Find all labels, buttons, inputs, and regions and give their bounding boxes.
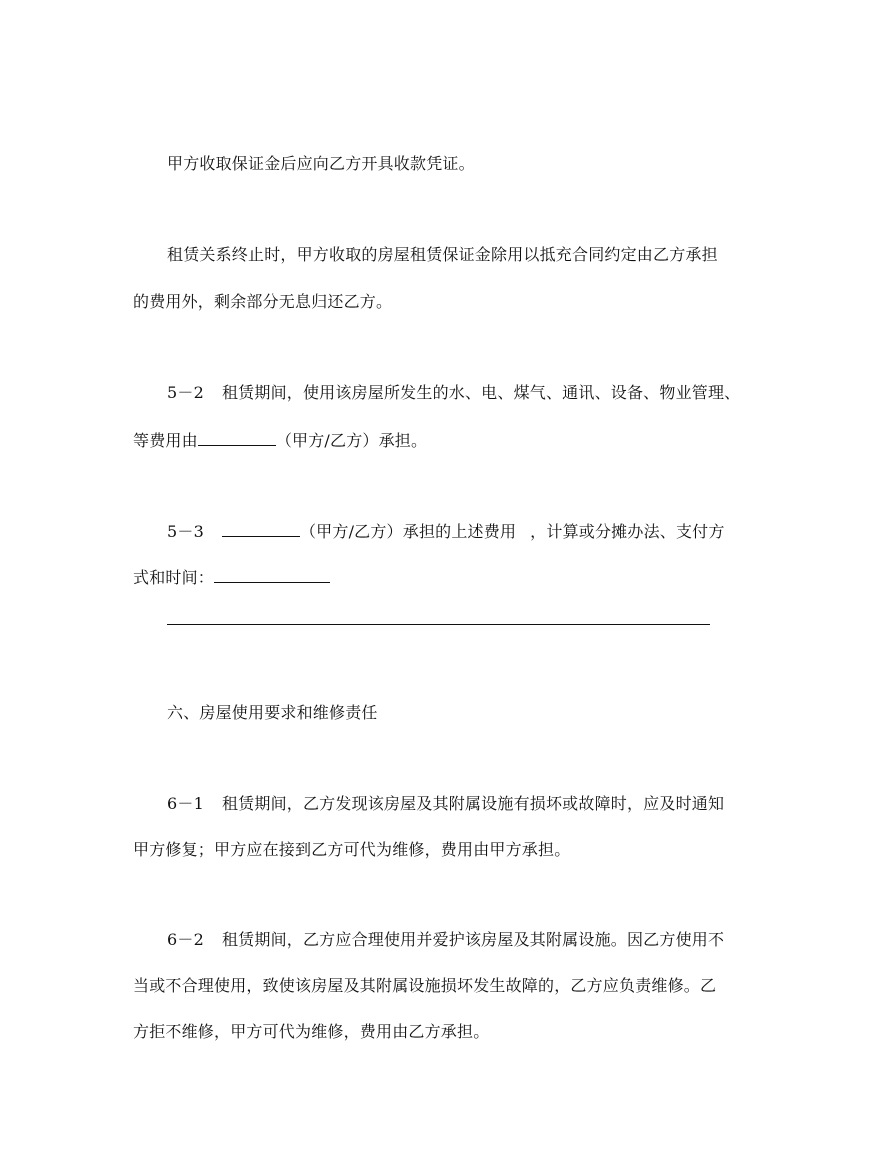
clause-text: 方拒不维修，甲方可代为维修，费用由乙方承担。 bbox=[133, 1022, 490, 1041]
clause-5-2-line-1 bbox=[167, 383, 740, 403]
clause-text: 式和时间： bbox=[133, 568, 215, 587]
paragraph-deposit-line-1 bbox=[167, 245, 718, 265]
fill-in-blank-party[interactable] bbox=[222, 520, 300, 537]
clause-6-1-line-1 bbox=[167, 794, 724, 814]
clause-text: 租赁期间，乙方应合理使用并爱护该房屋及其附属设施。因乙方使用不 bbox=[221, 930, 725, 949]
paragraph-deposit-line-2 bbox=[133, 292, 392, 312]
clause-text: 当或不合理使用，致使该房屋及其附属设施损坏发生故障的，乙方应负责维修。乙 bbox=[133, 976, 717, 995]
clause-text: （甲方/乙方）承担的上述费用 bbox=[299, 522, 517, 541]
clause-6-2-line-2 bbox=[133, 976, 716, 996]
paragraph-receipt bbox=[167, 154, 475, 174]
clause-number: 6－2 bbox=[167, 930, 204, 949]
clause-text: 甲方修复；甲方应在接到乙方可代为维修，费用由甲方承担。 bbox=[133, 840, 571, 859]
clause-number: 5－3 bbox=[167, 522, 204, 541]
paragraph-text: 的费用外，剩余部分无息归还乙方。 bbox=[133, 292, 393, 311]
clause-5-2-line-2 bbox=[133, 429, 427, 451]
clause-5-3-line-1 bbox=[167, 520, 725, 542]
heading-text: 六、房屋使用要求和维修责任 bbox=[167, 703, 378, 722]
paragraph-text: 租赁关系终止时，甲方收取的房屋租赁保证金除用以抵充合同约定由乙方承担 bbox=[167, 245, 718, 264]
clause-text: 等费用由 bbox=[133, 431, 198, 450]
clause-text: 租赁期间，乙方发现该房屋及其附属设施有损坏或故障时，应及时通知 bbox=[221, 794, 725, 813]
fill-in-blank-payer[interactable] bbox=[198, 429, 276, 446]
clause-text: ，计算或分摊办法、支付方 bbox=[530, 522, 725, 541]
clause-5-3-line-2 bbox=[133, 566, 330, 588]
clause-number: 6－1 bbox=[167, 794, 204, 813]
section-heading bbox=[167, 703, 378, 723]
paragraph-text: 甲方收取保证金后应向乙方开具收款凭证。 bbox=[167, 154, 475, 173]
clause-6-2-line-3 bbox=[133, 1022, 489, 1042]
fill-in-blank-line[interactable] bbox=[167, 624, 710, 625]
clause-text: （甲方/乙方）承担。 bbox=[275, 431, 428, 450]
clause-text: 租赁期间，使用该房屋所发生的水、电、煤气、通讯、设备、物业管理、 bbox=[221, 383, 741, 402]
clause-number: 5－2 bbox=[167, 383, 204, 402]
clause-6-2-line-1 bbox=[167, 930, 724, 950]
fill-in-blank-method-time[interactable] bbox=[214, 566, 330, 583]
clause-6-1-line-2 bbox=[133, 840, 570, 860]
